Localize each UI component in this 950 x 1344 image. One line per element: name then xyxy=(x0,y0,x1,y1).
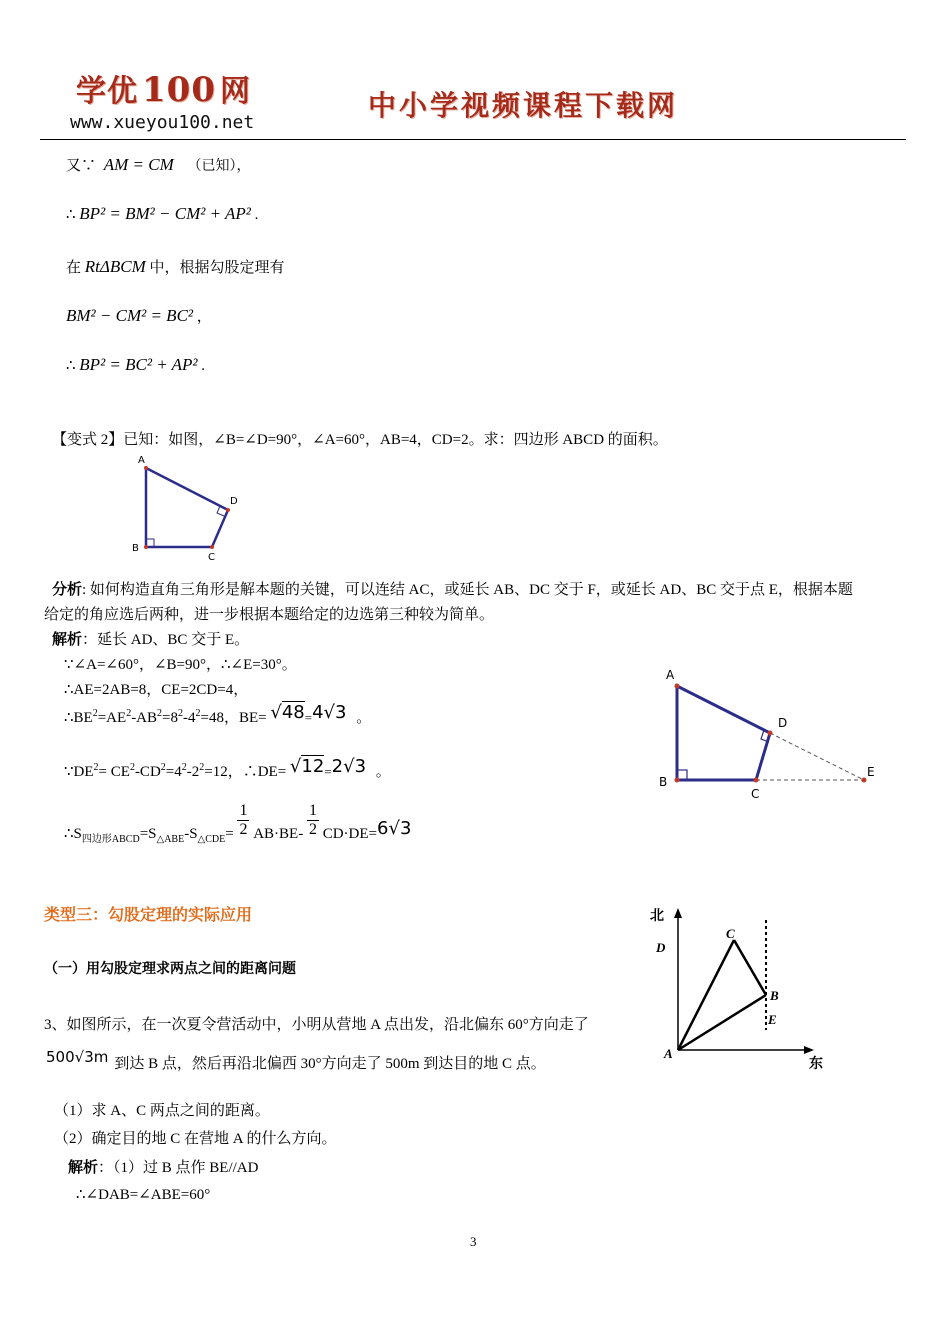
site-slogan: 中小学视频课程下载网 xyxy=(368,89,679,122)
text: . xyxy=(201,358,205,374)
denominator: 2 xyxy=(239,821,248,838)
solution-label: 解析 xyxy=(52,632,83,648)
page-number: 3 xyxy=(470,1234,477,1249)
denominator: 2 xyxy=(308,821,317,838)
label-b: B xyxy=(132,543,139,554)
point-c xyxy=(210,545,214,549)
proof-line-5 xyxy=(66,355,205,375)
site-url: www.xueyou100.net xyxy=(70,112,255,133)
text: ：（1）过 B 点作 BE//AD xyxy=(98,1160,259,1176)
text: CD·DE= xyxy=(322,825,378,842)
text: =S xyxy=(139,825,157,842)
label-d: D xyxy=(230,496,238,507)
text: = CE xyxy=(98,764,130,780)
math: AM = CM xyxy=(103,155,174,174)
text: =48，BE= xyxy=(200,710,267,726)
quad-shape xyxy=(146,468,228,547)
logo-net: 网 xyxy=(219,74,251,109)
label-c: C xyxy=(726,926,735,941)
text: 中，根据勾股定理有 xyxy=(149,260,285,276)
text: =AE xyxy=(97,710,127,726)
logo-number: 100 xyxy=(142,70,216,110)
text: -S xyxy=(184,825,198,842)
text: AB·BE- xyxy=(253,825,304,842)
question-3-line-1: 3、如图所示，在一次夏令营活动中，小明从营地 A 点出发，沿北偏东 60°方向走了 xyxy=(44,1017,589,1033)
math: BP² = BM² − CM² + AP² xyxy=(79,204,251,223)
header-rule xyxy=(40,139,906,140)
extension-de xyxy=(770,733,864,780)
point-b xyxy=(675,778,680,783)
text: 。 xyxy=(375,764,391,780)
subscript: △CDE xyxy=(197,833,226,845)
question-3-part-2: （2）确定目的地 C 在营地 A 的什么方向。 xyxy=(54,1131,337,1147)
question-3-solution-2: ∴∠DAB=∠ABE=60° xyxy=(76,1187,211,1203)
label-east: 东 xyxy=(809,1056,823,1072)
point-a xyxy=(675,684,680,689)
text: =8 xyxy=(162,710,178,726)
subscript: 四边形ABCD xyxy=(81,833,140,845)
solution-label: 解析 xyxy=(68,1160,99,1176)
sup: 2 xyxy=(195,708,201,719)
sup: 2 xyxy=(160,762,166,773)
analysis-label: 分析 xyxy=(52,582,83,598)
text: 。 xyxy=(356,710,372,726)
subsection-heading: （一）用勾股定理求两点之间的距离问题 xyxy=(44,961,296,977)
solution-step-3 xyxy=(64,702,372,727)
math: BM² − CM² = BC² xyxy=(66,306,194,325)
text: -AB xyxy=(131,710,158,726)
label-b: B xyxy=(659,775,668,789)
quad-shape xyxy=(677,686,770,780)
text: 在 xyxy=(66,260,82,276)
solution-step-4 xyxy=(64,756,391,781)
text: -2 xyxy=(186,764,200,780)
text: = xyxy=(225,825,234,842)
subscript: △ABE xyxy=(156,833,185,845)
sup: 2 xyxy=(92,708,98,719)
text: ∴S xyxy=(64,825,82,842)
fraction-half xyxy=(237,802,249,839)
therefore-symbol: ∴ xyxy=(66,207,76,223)
question-3-part-1: （1）求 A、C 两点之间的距离。 xyxy=(54,1103,270,1119)
numerator: 1 xyxy=(308,802,317,819)
proof-line-3 xyxy=(66,256,285,277)
figure-quadrilateral-small xyxy=(128,452,248,564)
figure-direction-map xyxy=(646,900,836,1075)
proof-line-4 xyxy=(66,305,212,326)
label-d: D xyxy=(656,940,666,955)
text: = xyxy=(304,710,313,725)
numerator: 1 xyxy=(239,802,248,819)
text: : 如何构造直角三角形是解本题的关键，可以连结 AC，或延长 AB、DC 交于 F，或延长 AD、BC 交于点 E，根据本题 xyxy=(82,582,853,598)
solution-step-5 xyxy=(64,802,411,850)
section-heading-type3: 类型三：勾股定理的实际应用 xyxy=(44,905,253,924)
logo-cn: 学优 xyxy=(76,74,138,109)
text: ， xyxy=(196,309,212,325)
label-c: C xyxy=(208,552,215,563)
solution-step-1: ∵∠A=∠60°，∠B=90°，∴∠E=30°。 xyxy=(64,657,297,673)
variant2-title: 【变式 2】已知：如图，∠B=∠D=90°，∠A=60°，AB=4，CD=2。求：四边形 ABCD 的面积。 xyxy=(52,432,668,448)
text: =12，∴DE= xyxy=(204,764,287,780)
sup: 2 xyxy=(199,762,205,773)
text: ∴BE xyxy=(64,710,93,726)
label-a: A xyxy=(138,455,145,466)
text: -4 xyxy=(183,710,196,726)
point-a xyxy=(144,466,148,470)
math-result: 6√3 xyxy=(377,817,412,839)
proof-line-2 xyxy=(66,204,258,224)
text: ∵DE xyxy=(64,764,94,780)
label-a: A xyxy=(666,668,675,682)
fraction-half xyxy=(307,802,319,839)
arrow-north xyxy=(674,908,682,918)
sup: 2 xyxy=(126,708,132,719)
math: BP² = BC² + AP² xyxy=(79,355,198,374)
point-c xyxy=(754,778,759,783)
label-e: E xyxy=(768,1012,777,1027)
label-north: 北 xyxy=(650,908,664,924)
math-result: 2√3 xyxy=(331,756,367,777)
radicand: 12 xyxy=(301,756,325,777)
text: ：延长 AD、BC 交于 E。 xyxy=(82,632,250,648)
figure-quadrilateral-extended xyxy=(652,662,887,802)
analysis-line-1 xyxy=(52,578,853,599)
text: 到达 B 点，然后再沿北偏西 30°方向走了 500m 到达目的地 C 点。 xyxy=(114,1056,546,1072)
label-a: A xyxy=(664,1046,673,1061)
radicand: 48 xyxy=(281,702,305,723)
sup: 2 xyxy=(93,762,99,773)
therefore-symbol: ∴ xyxy=(66,358,76,374)
analysis-line-2: 给定的角应选后两种，进一步根据本题给定的边选第三种较为简单。 xyxy=(44,607,495,623)
sup: 2 xyxy=(181,762,187,773)
question-3-solution xyxy=(68,1156,258,1177)
proof-line-1 xyxy=(66,154,251,175)
label-c: C xyxy=(751,787,760,801)
math: RtΔBCM xyxy=(84,257,146,276)
sqrt-12: √12 xyxy=(289,756,325,777)
text: 又∵ xyxy=(66,158,97,174)
sqrt-48: √48 xyxy=(270,702,305,723)
solution-step-2: ∴AE=2AB=8，CE=2CD=4， xyxy=(64,682,249,698)
label-e: E xyxy=(867,765,875,779)
label-d: D xyxy=(778,716,788,730)
text: =4 xyxy=(165,764,182,780)
question-3-line-2 xyxy=(46,1048,546,1073)
sup: 2 xyxy=(129,762,135,773)
point-e xyxy=(862,778,867,783)
text: -CD xyxy=(134,764,161,780)
text: = xyxy=(324,764,332,779)
math-distance: 500√3m xyxy=(46,1048,109,1066)
text: （已知）， xyxy=(187,159,251,174)
text: . xyxy=(254,207,259,223)
point-d xyxy=(768,731,773,736)
math-result: 4√3 xyxy=(312,702,347,723)
sup: 2 xyxy=(157,708,163,719)
solution-line xyxy=(52,628,249,649)
label-b: B xyxy=(770,988,779,1003)
arrow-east xyxy=(804,1046,814,1054)
sup: 2 xyxy=(178,708,183,719)
logo-text xyxy=(76,66,251,110)
segment-bc xyxy=(734,940,766,995)
point-b xyxy=(144,545,148,549)
point-d xyxy=(226,508,230,512)
